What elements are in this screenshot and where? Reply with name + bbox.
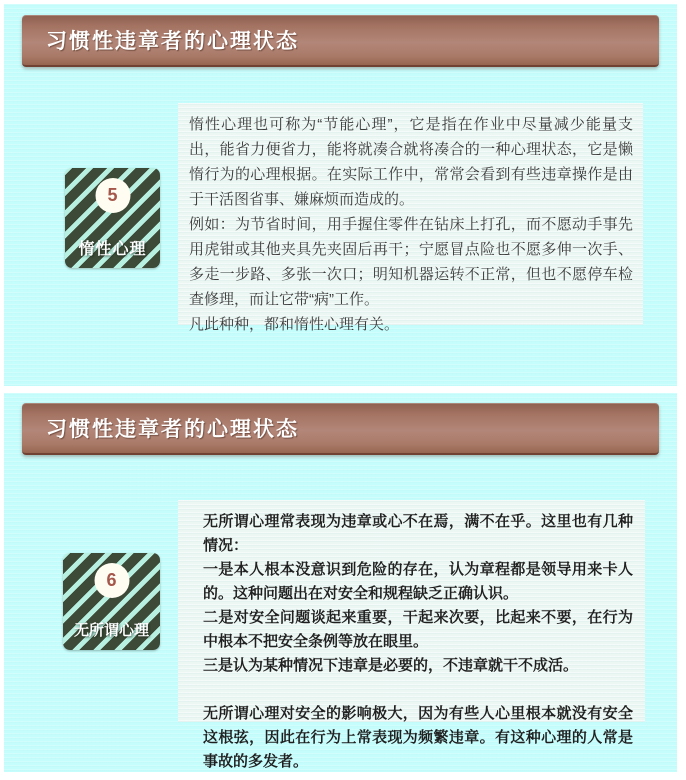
badge-number: 6 — [106, 570, 117, 590]
body-paragraph: 凡此种种，都和惰性心理有关。 — [189, 316, 400, 333]
topic-badge-hatched — [63, 553, 160, 650]
body-paragraph: 无所谓心理常表现为违章或心不在焉，满不在乎。这里也有几种情况： — [203, 513, 633, 554]
badge-label: 惰性心理 — [78, 241, 147, 258]
slide-title-bar — [22, 403, 659, 455]
slide-inertia-psychology — [4, 4, 677, 386]
slide-title-bar — [22, 15, 659, 67]
badge-number-circle — [95, 178, 130, 213]
badge-label: 无所谓心理 — [73, 622, 149, 639]
topic-badge-hatched — [65, 168, 160, 268]
body-paragraph: 三是认为某种情况下违章是必要的，不违章就干不成活。 — [203, 657, 579, 674]
body-paragraph: 无所谓心理对安全的影响极大，因为有些人心里根本就没有安全这根弦，因此在行为上常表现为频繁违章。有这种心理的人常是事故的多发者。 — [203, 705, 633, 770]
body-paragraph: 惰性心理也可称为“节能心理”，它是指在作业中尽量减少能量支出，能省力便省力，能将就凑合就将凑合的一种心理状态，它是懒惰行为的心理根据。在实际工作中，常常会看到有些违章操作是由于干活图省事、嫌麻烦而造成的。 — [189, 116, 633, 208]
slide-title: 习惯性违章者的心理状态 — [46, 416, 299, 441]
body-paragraph: 二是对安全问题谈起来重要，干起来次要，比起来不要，在行为中根本不把安全条例等放在眼里。 — [203, 609, 633, 650]
badge-number: 5 — [107, 185, 118, 205]
slide-indifference-psychology — [4, 393, 677, 772]
slide-title: 习惯性违章者的心理状态 — [46, 28, 299, 53]
body-paragraph: 一是本人根本没意识到危险的存在，认为章程都是领导用来卡人的。这种问题出在对安全和规程缺乏正确认识。 — [203, 561, 633, 602]
body-text-panel — [178, 103, 643, 333]
badge-number-circle — [94, 563, 129, 598]
body-text-panel — [178, 500, 645, 770]
body-paragraph: 例如：为节省时间，用手握住零件在钻床上打孔，而不愿动手事先用虎钳或其他夹具先夹固后再干；宁愿冒点险也不愿多伸一次手、多走一步路、多张一次口；明知机器运转不正常，但也不愿停车检查修理，而让它带“病”工作。 — [189, 216, 633, 308]
